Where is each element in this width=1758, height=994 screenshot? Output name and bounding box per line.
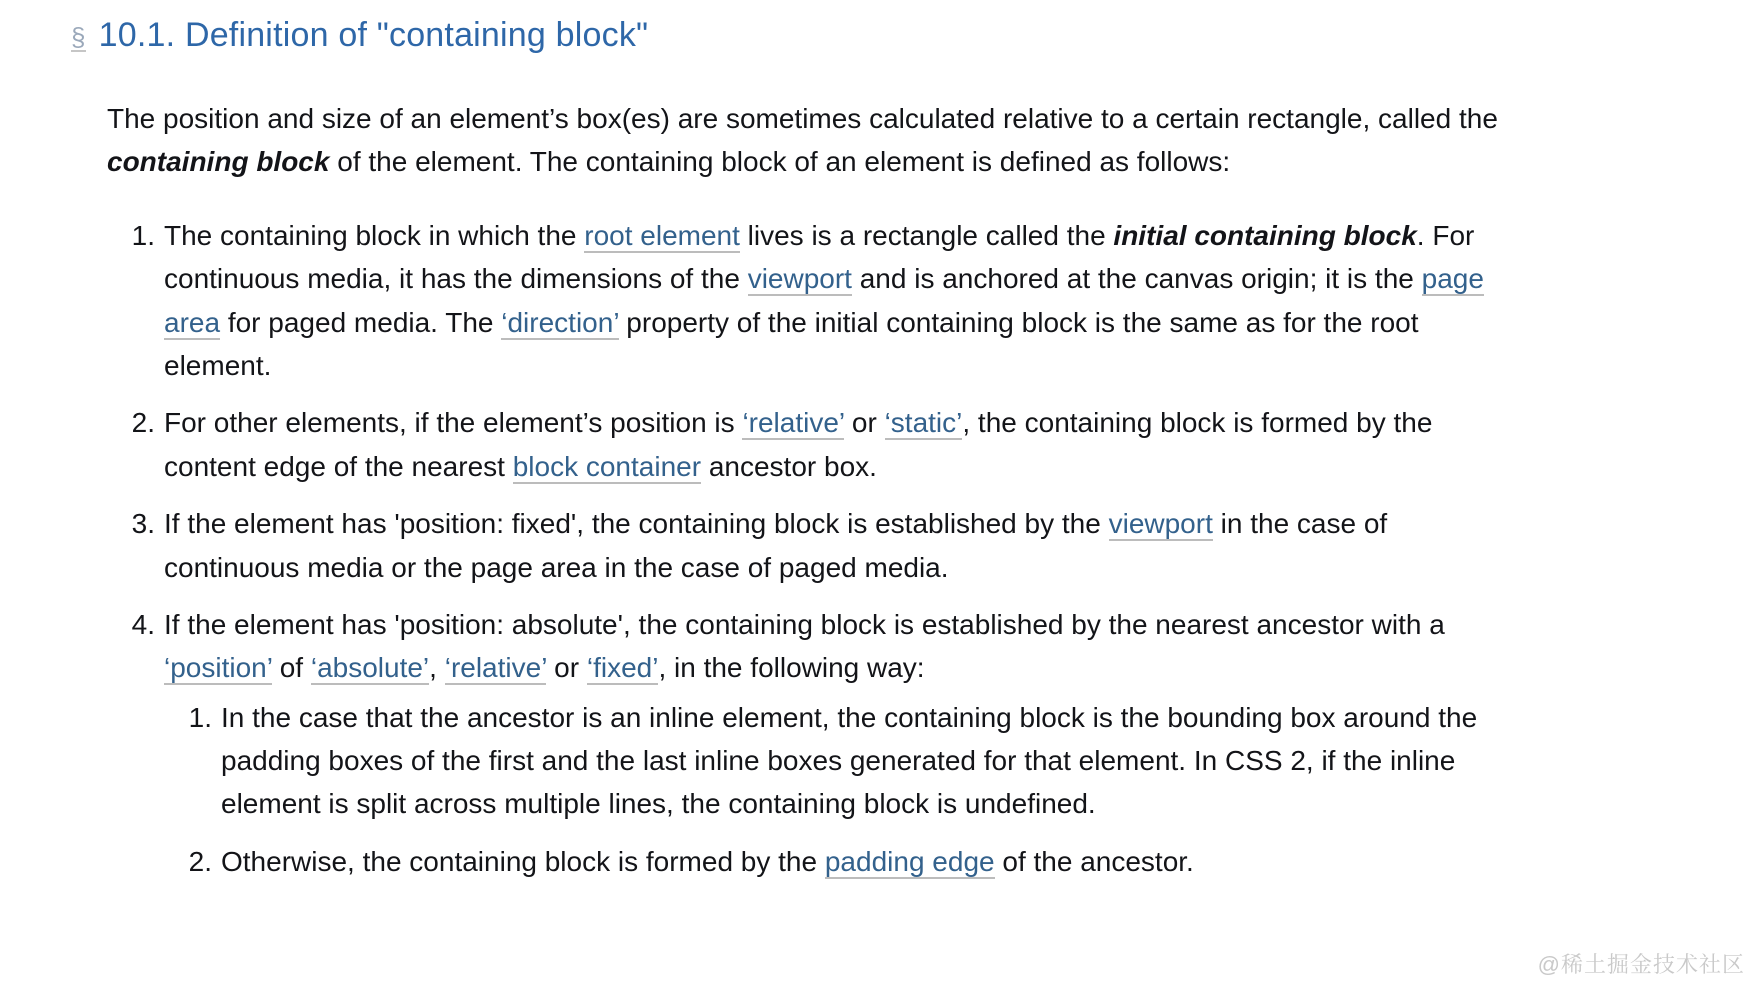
list-item-3	[131, 502, 1526, 589]
list-marker: 2.	[131, 407, 155, 439]
text-run: Otherwise, the containing block is formed by the	[221, 845, 825, 877]
text-run: lives is a rectangle called the	[739, 219, 1114, 251]
link-padding-edge[interactable]: padding edge	[824, 845, 995, 877]
text-run: . For continuous media, it has the dimensions of the	[164, 219, 1475, 295]
link-position-property[interactable]: ‘position’	[164, 652, 272, 684]
link-static-value[interactable]: ‘static’	[884, 407, 963, 439]
list-item-text	[164, 609, 1445, 685]
link-relative-value[interactable]: ‘relative’	[444, 652, 547, 684]
link-absolute-value[interactable]: ‘absolute’	[310, 652, 430, 684]
text-run: of the element. The containing block of an element is defined as follows:	[329, 146, 1231, 178]
text-run: In the case that the ancestor is an inline element, the containing block is the bounding box around the padding boxes of the first and the last inline boxes generated for that element. In CSS 2, if the inline element is split across multiple lines, the containing block is undefined.	[221, 701, 1478, 820]
text-run: for paged media. The	[220, 306, 502, 338]
link-page-area[interactable]: page area	[164, 263, 1484, 338]
text-run: , the containing block is formed by the content edge of the nearest	[164, 407, 1433, 482]
text-run: of	[271, 652, 311, 684]
link-viewport[interactable]: viewport	[747, 263, 852, 295]
link-block-container[interactable]: block container	[512, 450, 702, 482]
text-run: For other elements, if the element’s position is	[164, 407, 743, 439]
section-anchor-icon[interactable]: §	[71, 22, 86, 52]
link-root-element[interactable]: root element	[584, 219, 740, 251]
list-marker: 1.	[188, 701, 212, 733]
list-item-text	[164, 220, 1484, 381]
text-run: The position and size of an element’s box(es) are sometimes calculated relative to a certain rectangle, called the	[107, 103, 1498, 134]
definition-list	[107, 214, 1526, 883]
list-item-text	[221, 702, 1477, 820]
watermark: @稀土掘金技术社区	[1537, 952, 1745, 977]
link-direction-property[interactable]: ‘direction’	[501, 306, 619, 338]
term-containing-block: containing block	[107, 146, 330, 178]
section-heading-text: 10.1. Definition of "containing block"	[98, 16, 649, 54]
text-run: and is anchored at the canvas origin; it is the	[851, 263, 1422, 295]
text-run: of the ancestor.	[994, 845, 1194, 877]
definition-sublist	[164, 696, 1526, 884]
list-marker: 1.	[131, 219, 155, 251]
link-relative-value[interactable]: ‘relative’	[742, 407, 845, 439]
list-item-text	[164, 407, 1432, 483]
sublist-item-2	[188, 840, 1526, 883]
text-run: property of the initial containing block is the same as for the root element.	[164, 306, 1419, 381]
text-run: in the case of continuous media or the page area in the case of paged media.	[164, 508, 1388, 583]
term-initial-containing-block: initial containing block	[1113, 219, 1417, 251]
link-viewport[interactable]: viewport	[1108, 508, 1213, 540]
text-run: The containing block in which the	[164, 219, 585, 251]
section-heading	[71, 16, 1526, 55]
list-item-text	[221, 846, 1194, 879]
text-run: If the element has 'position: absolute', the containing block is established by the nearest ancestor with a	[164, 608, 1445, 640]
sublist-item-1	[188, 696, 1526, 826]
link-fixed-value[interactable]: ‘fixed’	[586, 652, 659, 684]
list-marker: 3.	[131, 508, 155, 540]
list-marker: 2.	[188, 845, 212, 877]
list-item-text	[164, 508, 1387, 582]
text-run: or	[844, 407, 885, 439]
intro-paragraph	[107, 97, 1526, 184]
text-run: or	[546, 652, 587, 684]
text-run: ancestor box.	[701, 450, 877, 482]
text-run: If the element has 'position: fixed', the containing block is established by the	[164, 508, 1109, 540]
list-item-2	[131, 401, 1526, 488]
text-run: , in the following way:	[658, 652, 925, 684]
text-run: ,	[429, 652, 445, 684]
list-item-4	[131, 603, 1526, 883]
list-item-1	[131, 214, 1526, 388]
list-marker: 4.	[131, 608, 155, 640]
